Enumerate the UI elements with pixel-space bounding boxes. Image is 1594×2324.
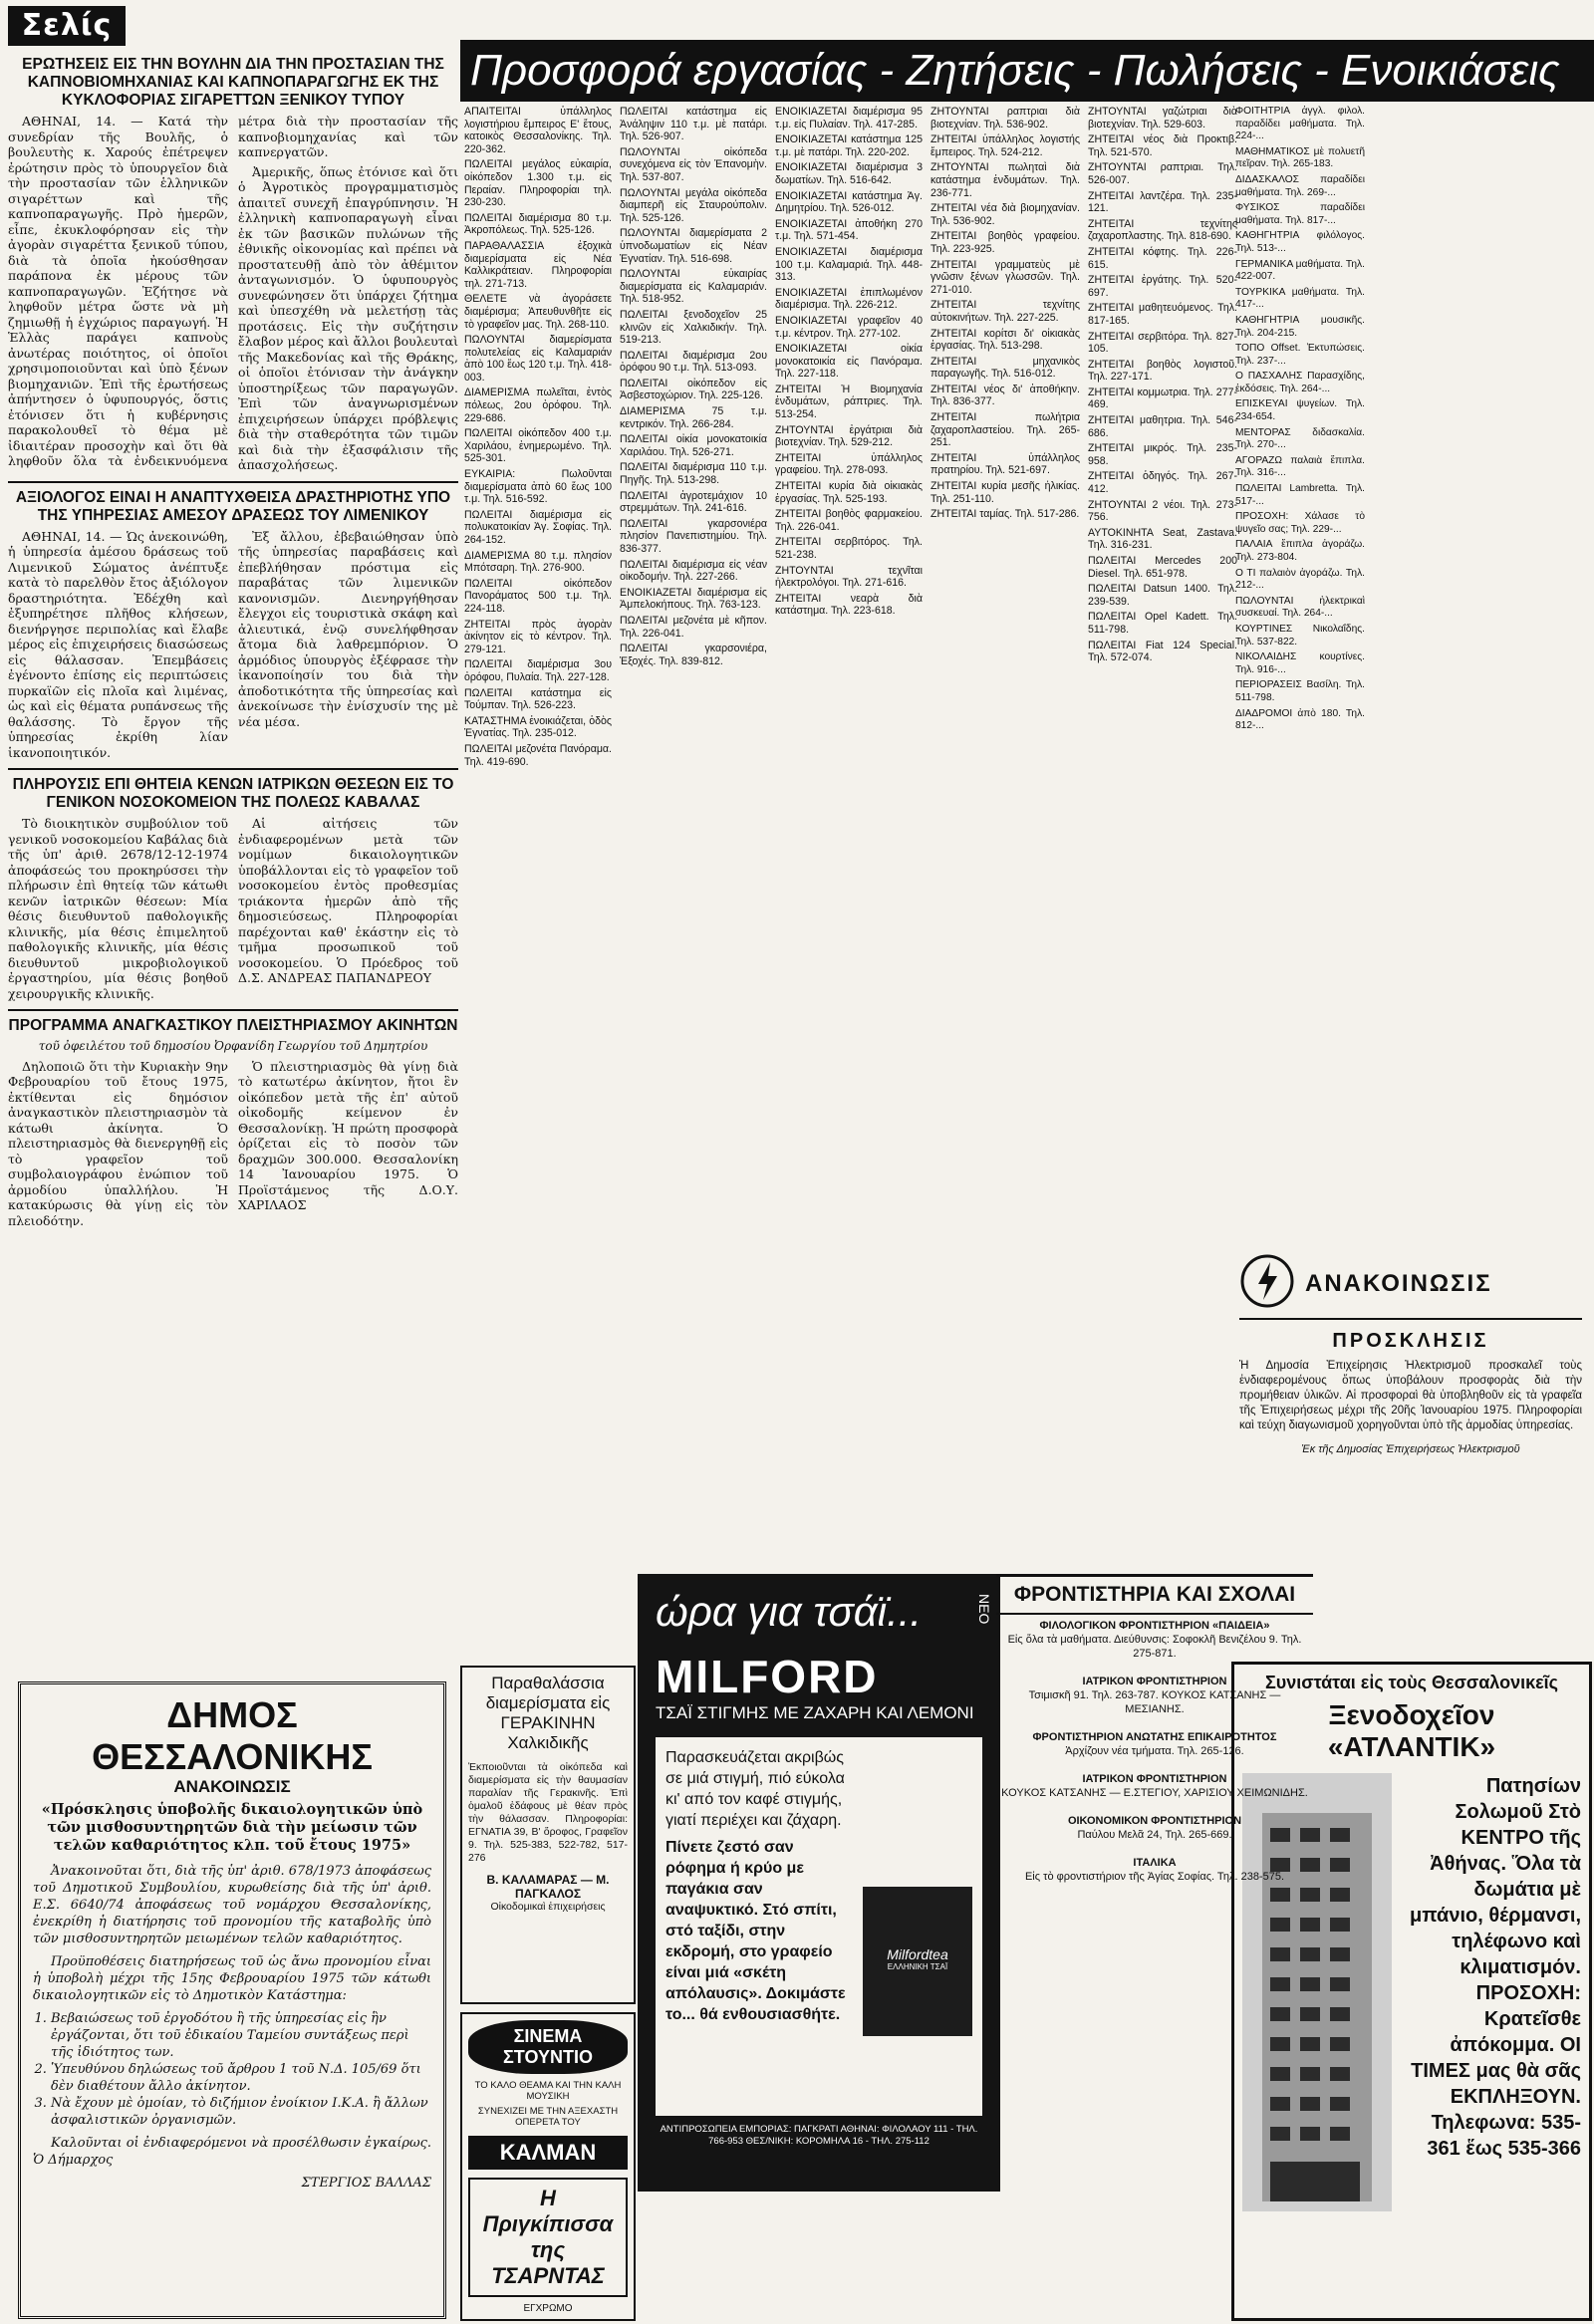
article-body: ΑΘΗΝΑΙ, 14. — Κατά τὴν συνεδρίαν τῆς Βουλῆς, ὁ βουλευτὴς κ. Χαρούς ἐπέτρεψεν ἐρώτησιν πρὸς τὸ ὑπουργεῖον διὰ τὴν προστασίαν τῶν ἑλληνικῶν σιγαρέττων καὶ τῆς καπνοπαραγωγῆς. Πρὸ ἡμερῶν, εἶπε, ἐκυκλοφόρησαν εἰς τὴν ἀγορὰν σιγαρέττα ξενικοῦ τύπου, διὰ τὰ ὁποῖα ἠκούσθησαν παράπονα ἐκ μέρους τῶν καπνοπαραγωγῶν. Ἐζήτησε νὰ ληφθοῦν μέτρα ὥστε νὰ μὴ ζημιωθῇ ἡ ἐγχώριος παραγωγή. Ἡ Ἑλλὰς παράγει καπνοὺς ἀνωτέρας ποιότητος, οἱ ὁποῖοι χρησιμοποιοῦνται καὶ ὑπὸ ξένων βιομηχανιῶν. Ἐπὶ τῆς ἐρωτήσεως ἀπήντησεν ὁ ὑφυπουργός, ὅστις ἐτόνισεν ὅτι ἡ κυβέρνησις παρακολουθεῖ τὸ θέμα μὲ ἰδιαιτέραν προσοχὴν καὶ ὅτι θὰ ληφθοῦν ὅλα τὰ ἐνδεικνυόμενα μέτρα διὰ τὴν προστασίαν τῆς καπνοβιομηχανίας καὶ τῶν καπνεργατῶν. Ἀμερικῆς, ὅπως ἐτόνισε καὶ ὅτι ὁ Ἀγροτικὸς προγραμματισμὸς ἀπαιτεῖ συνεχῆ ἐπαγρύπνησιν. Ἡ ἐλληνικὴ καπνοπαραγωγὴ εἶναι ἐκ τῶν βασικῶν πυλώνων τῆς ἐθνικῆς οἰκονομίας καὶ πρέπει νὰ προστατευθῇ ἀπὸ τὸν ἀθέμιτον ἀνταγωνισμόν. Ὁ ὑφυπουργὸς συνεφώνησεν ὅτι ὑπάρχει ζήτημα καὶ ὑπεσχέθη νὰ μελετήσῃ τὰς προτάσεις. Εἰς τὴν συζήτησιν ἔλαβον μέρος καὶ ἄλλοι βουλευταὶ τῆς Μακεδονίας καὶ τῆς Θράκης, οἱ ὁποῖοι ἐτόνισαν τὴν ἀνάγκην ὑποστηρίξεως τῶν παραγωγῶν. Ἐπὶ τῶν ἀναγνωρισμένων ἐπιχειρήσεων ὑπάρχει πρόβλεψις διὰ τὴν σταθερότητα τῶν τιμῶν καὶ διὰ τὴν ἐξασφάλισιν τῆς ἀπασχολήσεως. (8, 114, 458, 472)
classified-ad: ΖΗΤΕΙΤΑΙ ἐργάτης. Τηλ. 520-697. (1088, 274, 1237, 299)
classified-ad: ΖΗΤΕΙΤΑΙ πρὸς ἀγορὰν ἀκίνητον εἰς τὸ κέντρον. Τηλ. 279-121. (464, 618, 612, 655)
list-item: ΙΑΤΡΙΚΟΝ ΦΡΟΝΤΙΣΤΗΡΙΟΝ ΚΟΥΚΟΣ ΚΑΤΣΑΝΗΣ — Ε.ΣΤΕΓΙΟΥ, ΧΑΡΙΣΙΟΥ ΧΕΙΜΩΝΙΔΗΣ. (1001, 1773, 1308, 1799)
classified-ad: ΖΗΤΟΥΝΤΑΙ ραπτριαι διὰ βιοτεχνίαν. Τηλ. 536-902. (930, 106, 1080, 130)
article-title: ΠΛΗΡΟΥΣΙΣ ΕΠΙ ΘΗΤΕΙΑ ΚΕΝΩΝ ΙΑΤΡΙΚΩΝ ΘΕΣΕΩΝ ΕΙΣ ΤΟ ΓΕΝΙΚΟΝ ΝΟΣΟΚΟΜΕΙΟΝ ΤΗΣ ΠΟΛΕΩΣ ΚΑΒΑΛΑΣ (12, 776, 454, 811)
list-item: ΦΙΛΟΛΟΓΙΚΟΝ ΦΡΟΝΤΙΣΤΗΡΙΟΝ «ΠΑΙΔΕΙΑ» Εἰς ὅλα τὰ μαθήματα. Διεύθυνσις: Σοφοκλῆ Βενιζέλου 9. Τηλ. 275-871. (1007, 1620, 1302, 1660)
classified-ad: ΖΗΤΕΙΤΑΙ μικρός. Τηλ. 235-958. (1088, 442, 1237, 467)
frontistiria-section (996, 1574, 1313, 2322)
classified-ad: ΠΩΛΕΙΤΑΙ Opel Kadett. Τηλ. 511-798. (1088, 611, 1237, 636)
classified-ad: ΠΩΛΕΙΤΑΙ ἀγροτεμάχιον 10 στρεμμάτων. Τηλ. 241-616. (620, 489, 767, 515)
classified-ad: ΕΝΟΙΚΙΑΖΕΤΑΙ κατάστημα 125 τ.μ. μὲ πατάρι. Τηλ. 220-202. (775, 133, 923, 158)
classified-ad: ΖΗΤΕΙΤΑΙ πωλήτρια ζαχαροπλαστείου. Τηλ. 265-251. (930, 411, 1080, 449)
article-body: Δηλοποιῶ ὅτι τὴν Κυριακὴν 9ην Φεβρουαρίου τοῦ ἔτους 1975, ἐκτίθενται εἰς δημόσιον ἀναγκαστικὸν πλειστηριασμὸν τὰ κάτωθι ἀκίνητα. Ὁ πλειστηριασμὸς θὰ διενεργηθῇ εἰς τὸ γραφεῖον τοῦ συμβολαιογράφου ἐνώπιον τοῦ ἀρμοδίου ὑπαλλήλου. Ἡ κατακύρωσις θὰ γίνῃ εἰς τὸν πλειοδότην. Ὁ πλειστηριασμὸς θὰ γίνῃ διὰ τὸ κατωτέρω ἀκίνητον, ἤτοι ἓν οἰκόπεδον μετὰ τῆς ἐπ' αὐτοῦ οἰκοδομῆς κείμενον ἐν Θεσσαλονίκῃ. Ἡ πρώτη προσφορὰ ὁρίζεται εἰς τὸ ποσὸν τῶν δραχμῶν 300.000. Θεσσαλονίκη 14 Ἰανουαρίου 1975. Ὁ Προϊστάμενος τῆς Δ.Ο.Υ. ΧΑΡΙΛΑΟΣ (8, 1058, 458, 1228)
classified-ad: ΦΥΣΙΚΟΣ παραδίδει μαθήματα. Τηλ. 817-... (1235, 202, 1365, 226)
classified-ad: ΠΩΛΕΙΤΑΙ Fiat 124 Special. Τηλ. 572-074. (1088, 639, 1237, 664)
classified-ad: ΠΩΛΟΥΝΤΑΙ οἰκόπεδα συνεχόμενα εἰς τὸν Ἐπανομὴν. Τηλ. 537-807. (620, 145, 767, 183)
notice-body: Ἡ Δημοσία Ἐπιχείρησις Ἠλεκτρισμοῦ προσκαλεῖ τοὺς ἐνδιαφερομένους ὅπως ὑποβάλουν προσφορὰς διὰ τὴν προμήθειαν ὑλικῶν. Αἱ προσφοραὶ θὰ ὑποβληθοῦν εἰς τὰ γραφεῖα τῆς Ἐπιχειρήσεως μέχρι τῆς 20ῆς Ἰανουαρίου 1975. Πληροφορίαι καὶ τεύχη διαγωνισμοῦ χορηγοῦνται ὑπὸ τῆς ἁρμοδίας ὑπηρεσίας. (1239, 1360, 1582, 1431)
classified-ad: ΠΡΟΣΟΧΗ: Χάλασε τὸ ψυγεῖο σας; Τηλ. 229-... (1235, 511, 1365, 535)
hotel-body: Πατησίων Σολωμοῦ Στὸ ΚΕΝΤΡΟ τῆς Ἀθήνας. Ὅλα τὰ δωμάτια μὲ μπάνιο, θέρμανσι, τηλέφωνο καὶ κλιματισμόν. ΠΡΟΣΟΧΗ: Κρατεῖσθε ἀπόκομμα. ΟΙ ΤΙΜΕΣ μας θὰ σᾶς ΕΚΠΛΗΞΟΥΝ. Τηλεφωνα: 535-361 ἕως 535-366 (1410, 1775, 1581, 2160)
classified-ad: ΖΗΤΕΙΤΑΙ κυρία μεσῆς ἡλικίας. Τηλ. 251-110. (930, 480, 1080, 505)
classified-ad: ΖΗΤΕΙΤΑΙ μηχανικὸς παραγωγῆς. Τηλ. 516-012. (930, 355, 1080, 381)
classified-ad: ΠΩΛΕΙΤΑΙ κατάστημα εἰς Τούμπαν. Τηλ. 526-223. (464, 686, 612, 712)
classifieds-banner: Προσφορά εργασίας - Ζητήσεις - Πωλήσεις - Ενοικιάσεις (460, 40, 1594, 102)
classified-ad: ΑΥΤΟΚΙΝΗΤΑ Seat, Zastava. Τηλ. 316-231. (1088, 526, 1237, 552)
classified-ad: ΠΩΛΕΙΤΑΙ οἰκόπεδον Πανοράματος 500 τ.μ. Τηλ. 224-118. (464, 577, 612, 615)
classified-ad: ΖΗΤΕΙΤΑΙ ταμίας. Τηλ. 517-286. (930, 508, 1080, 521)
classified-ad: Ο ΠΑΣΧΑΛΗΣ Παρασχίδης, ἐκδόσεις. Τηλ. 264-... (1235, 371, 1365, 394)
classified-ad: ΕΝΟΙΚΙΑΖΕΤΑΙ ἐπιπλωμένον διαμέρισμα. Τηλ. 226-212. (775, 286, 923, 312)
classified-ad: ΖΗΤΕΙΤΑΙ τεχνίτης ζαχαροπλαστης. Τηλ. 818-690. (1088, 217, 1237, 243)
gerakini-title: Παραθαλάσσια διαμερίσματα εἰς ΓΕΡΑΚΙΝΗΝ Χαλκιδικῆς (485, 1674, 611, 1752)
classified-ad: ΠΩΛΕΙΤΑΙ διαμέρισμα 3ου ὀρόφου, Πυλαία. Τηλ. 227-128. (464, 658, 612, 683)
news-column (8, 50, 458, 1683)
classified-ad: ΠΩΛΕΙΤΑΙ Lambretta. Τηλ. 517-... (1235, 483, 1365, 507)
article-title: ΕΡΩΤΗΣΕΙΣ ΕΙΣ ΤΗΝ ΒΟΥΛΗΝ ΔΙΑ ΤΗΝ ΠΡΟΣΤΑΣΙΑΝ ΤΗΣ ΚΑΠΝΟΒΙΟΜΗΧΑΝΙΑΣ ΚΑΙ ΚΑΠΝΟΠΑΡΑΓΩΓΗΣ ΕΚ ΤΗΣ ΚΥΚΛΟΦΟΡΙΑΣ ΣΙΓΑΡΕΤΤΩΝ ΞΕΝΙΚΟΥ ΤΥΠΟΥ (22, 56, 444, 109)
milford-pack-sub: ΕΛΛΗΝΙΚΗ ΤΣΑΪ (887, 1962, 948, 1971)
milford-footer: ΑΝΤΙΠΡΟΣΩΠΕΙΑ ΕΜΠΟΡΙΑΣ: ΠΑΓΚΡΑΤΙ ΑΘΗΝΑΙ: ΦΙΛΟΛΑΟΥ 111 - ΤΗΛ. 766-953 ΘΕΣ/ΝΙΚΗ: ΚΟΡΟΜΗΛΑ 16 - ΤΗΛ. 275-112 (660, 2124, 978, 2147)
classified-ad: ΖΗΤΕΙΤΑΙ κυρία διὰ οἰκιακὰς ἐργασίας. Τηλ. 525-193. (775, 480, 923, 505)
classified-ad: ΖΗΤΕΙΤΑΙ ὑπάλληλος λογιστής ἔμπειρος. Τηλ. 524-212. (930, 133, 1080, 158)
classified-ad: ΔΙΑΜΕΡΙΣΜΑ 75 τ.μ. κεντρικόν. Τηλ. 266-284. (620, 405, 767, 430)
classified-ad: ΖΗΤΕΙΤΑΙ βοηθὸς λογιστοῦ. Τηλ. 227-171. (1088, 358, 1237, 384)
article-auction (8, 1017, 458, 1228)
divider (8, 481, 458, 483)
milford-headline: ώρα για τσάϊ... (656, 1588, 923, 1635)
classified-ad: ΕΝΟΙΚΙΑΖΕΤΑΙ γραφεῖον 40 τ.μ. κέντρον. Τηλ. 277-102. (775, 314, 923, 340)
classified-ad: ΔΙΑΜΕΡΙΣΜΑ 80 τ.μ. πλησίον Μπότσαρη. Τηλ. 276-900. (464, 549, 612, 575)
classified-ad: ΠΩΛΕΙΤΑΙ ξενοδοχεῖον 25 κλινῶν εἰς Χαλκιδικήν. Τηλ. 519-213. (620, 308, 767, 347)
cinema-tag: ΤΟ ΚΑΛΟ ΘΕΑΜΑ ΚΑΙ ΤΗΝ ΚΑΛΗ ΜΟΥΣΙΚΗ (474, 2080, 622, 2102)
classified-ad: ΖΗΤΕΙΤΑΙ Ἡ Βιομηχανία ἐνδυμάτων, ράπτριες. Τηλ. 513-254. (775, 383, 923, 421)
classified-ad: ΖΗΤΟΥΝΤΑΙ γαζώτριαι διὰ βιοτεχνίαν. Τηλ. 529-603. (1088, 106, 1237, 130)
milford-brand: MILFORD (656, 1651, 879, 1702)
classified-ad: ΑΠΑΙΤΕΙΤΑΙ ὑπάλληλος λογιστήριου ἔμπειρος Ε' ἔτους, κατοικὸς Θεσσαλονίκης. Τηλ. 220-362. (464, 106, 612, 155)
classified-ad: ΖΗΤΕΙΤΑΙ βοηθὸς γραφείου. Τηλ. 223-925. (930, 230, 1080, 255)
classified-ad: ΕΝΟΙΚΙΑΖΕΤΑΙ ἀποθήκη 270 τ.μ. Τηλ. 571-454. (775, 217, 923, 243)
classified-ad: ΠΩΛΕΙΤΑΙ Datsun 1400. Τηλ. 239-539. (1088, 583, 1237, 608)
milford-body-2: Πίνετε ζεστό σαν ρόφημα ή κρύο με παγάκια σαν αναψυκτικό. Στό σπίτι, στό ταξίδι, στην εκδρομή, στο γραφείο είναι μιά «σκέτη απόλαυσις». Δοκιμάστε το... θά ενθουσιασθήτε. (665, 1839, 846, 2023)
classified-ad: ΑΓΟΡΑΖΩ παλαιὰ ἔπιπλα. Τηλ. 316-... (1235, 454, 1365, 479)
cinema-tag: ΣΥΝΕΧΙΖΕΙ ΜΕ ΤΗΝ ΑΞΕΧΑΣΤΗ ΟΠΕΡΕΤΑ ΤΟΥ (477, 2106, 619, 2128)
cinema-composer: ΚΑΛΜΑΝ (468, 2136, 628, 2170)
classified-ad: ΔΙΑΔΡΟΜΟΙ ἀπὸ 180. Τηλ. 812-... (1235, 707, 1365, 732)
list-item: 1. Βεβαιώσεως τοῦ ἐργοδότου ἢ τῆς ὑπηρεσίας εἰς ἣν ἐργάζονται, ὅτι τοῦ ἐδικαίου Ταμείου συντάξεως περὶ τῆς ἰδιότητος των. (51, 2010, 431, 2061)
classified-ad: ΠΩΛΕΙΤΑΙ γκαρσονιέρα, Ἐξοχές. Τηλ. 839-812. (620, 643, 767, 667)
classified-ad: ΤΟΥΡΚΙΚΑ μαθήματα. Τηλ. 417-... (1235, 286, 1365, 311)
classified-ad: ΜΕΝΤΟΡΑΣ διδασκαλία. Τηλ. 270-... (1235, 426, 1365, 451)
classified-ad: ΕΠΙΣΚΕΥΑΙ ψυγείων. Τηλ. 234-654. (1235, 398, 1365, 423)
deh-logo-icon (1239, 1253, 1295, 1314)
classified-ad: ΕΥΚΑΙΡΙΑ: Πωλοῦνται διαμερίσματα ἀπὸ 60 ἕως 100 τ.μ. Τηλ. 516-592. (464, 468, 612, 506)
classified-ad: ΠΩΛΕΙΤΑΙ διαμέρισμα εἰς νέαν οἰκοδομήν. Τηλ. 227-266. (620, 558, 767, 584)
classified-ad: ΠΩΛΕΙΤΑΙ Mercedes 200 Diesel. Τηλ. 651-978. (1088, 555, 1237, 580)
article-hospital (8, 776, 458, 1001)
classified-ad: ΕΝΟΙΚΙΑΖΕΤΑΙ διαμέρισμα 95 τ.μ. εἰς Πυλαίαν. Τηλ. 417-285. (775, 106, 923, 130)
notice-footer: Ἐκ τῆς Δημοσίας Ἐπιχειρήσεως Ἠλεκτρισμοῦ (1301, 1443, 1520, 1455)
classified-ad: ΘΕΛΕΤΕ νὰ ἀγοράσετε διαμέρισμα; Ἀπευθυνθῆτε εἰς τὸ γραφεῖον μας. Τηλ. 268-110. (464, 293, 612, 331)
classified-ad: ΖΗΤΕΙΤΑΙ κομμωτρια. Τηλ. 277-469. (1088, 386, 1237, 411)
classifieds-column-4 (930, 106, 1080, 1460)
notice-subtitle: ΠΡΟΣΚΛΗΣΙΣ (1332, 1330, 1489, 1352)
page-tag: Σελίς (8, 6, 126, 46)
classified-ad: ΠΩΛΕΙΤΑΙ μεγάλος εὐκαιρία, οἰκόπεδον 1.300 τ.μ. εἰς Περαίαν. Πληροφορίαι τηλ. 230-230. (464, 158, 612, 209)
classified-ad: ΠΩΛΕΙΤΑΙ μεζονέτα μὲ κῆπον. Τηλ. 226-041. (620, 614, 767, 640)
article-body: ΑΘΗΝΑΙ, 14. — Ὡς ἀνεκοινώθη, ἡ ὑπηρεσία ἀμέσου δράσεως τοῦ Λιμενικοῦ Σώματος ἀνέπτυξε κατὰ τὸ παρελθὸν ἔτος ἀξιόλογον δραστηριότητα. Ἐδέχθη καὶ ἐξυπηρέτησε πλῆθος κλήσεων, διενήργησε περιπολίας καὶ ἔλαβε μέρος εἰς ἐπιχειρήσεις διασώσεως εἰς θάλασσαν. Ἐπεμβάσεις ἐγένοντο ἐπίσης εἰς περιπτώσεις πυρκαϊῶν εἰς πλοῖα καὶ λιμένας, ὡς καὶ εἰς θέματα ρυπάνσεως τῆς θαλάσσης. Τὸ ἔργον τῆς ὑπηρεσίας ἐκρίθη λίαν ἱκανοποιητικόν. Ἐξ ἄλλου, ἐβεβαιώθησαν ὑπὸ τῆς ὑπηρεσίας παραβάσεις καὶ ἐπεβλήθησαν πρόστιμα εἰς παραβάτας τῶν λιμενικῶν κανονισμῶν. Διενηργήθησαν ἔλεγχοι εἰς τουριστικὰ σκάφη καὶ ἀλιευτικά, ἐνῷ συνελήφθησαν ἄτομα διὰ λαθρεμπόριον. Ὁ ἀρμόδιος ὑπουργὸς ἐξέφρασε τὴν ἱκανοποίησίν του διὰ τὴν ἀποδοτικότητα τῆς ὑπηρεσίας καὶ ἀνεκοίνωσε τὴν ἐνίσχυσίν της μὲ νέα μέσα. (8, 528, 458, 760)
list-item: ΟΙΚΟΝΟΜΙΚΟΝ ΦΡΟΝΤΙΣΤΗΡΙΟΝ Παύλου Μελᾶ 24, Τηλ. 265-669. (1067, 1815, 1242, 1841)
gerakini-footer: Β. ΚΑΛΑΜΑΡΑΣ — Μ. ΠΑΓΚΑΛΟΣ (486, 1873, 610, 1901)
article-body: Τὸ διοικητικὸν συμβούλιον τοῦ γενικοῦ νοσοκομείου Καβάλας διὰ τῆς ὑπ' ἀριθ. 2678/12-12-1974 ἀποφάσεώς του προκηρύσσει τὴν πλήρωσιν ἐπὶ θητείᾳ τῶν κάτωθι κενῶν ἰατρικῶν θέσεων: Μία θέσις διευθυντοῦ παθολογικῆς κλινικῆς, μία θέσις ἐπιμελητοῦ παθολογικῆς κλινικῆς, μία θέσις διευθυντοῦ μικροβιολογικοῦ ἐργαστηρίου, μία θέσις βοηθοῦ χειρουργικῆς κλινικῆς. Αἱ αἰτήσεις τῶν ἐνδιαφερομένων μετὰ τῶν νομίμων δικαιολογητικῶν ὑποβάλλονται εἰς τὸ γραφεῖον τοῦ νοσοκομείου ἐντὸς προθεσμίας τριάκοντα ἡμερῶν ἀπὸ τῆς δημοσιεύσεως. Πληροφορίαι παρέχονται καθ' ἑκάστην εἰς τὸ τμῆμα προσωπικοῦ τοῦ νοσοκομείου. Ὁ Πρόεδρος τοῦ Δ.Σ. ΑΝΔΡΕΑΣ ΠΑΠΑΝΔΡΕΟΥ (8, 816, 458, 1001)
notice-signature: ΣΤΕΡΓΙΟΣ ΒΑΛΛΑΣ (301, 2176, 431, 2191)
notice-heading: «Πρόσκλησις ὑποβολῆς δικαιολογητικῶν ὑπὸ τῶν μισθοσυντηρητῶν διὰ τὴν μείωσιν τῶν τελῶν καθαριότητος κλπ. τοῦ ἔτους 1975» (41, 1801, 423, 1854)
article-subtitle: τοῦ ὀφειλέτου τοῦ δημοσίου Ὀρφανίδη Γεωργίου τοῦ Δημητρίου (38, 1039, 428, 1053)
hotel-lead: Συνιστάται εἰς τοὺς Θεσσαλονικεῖς (1264, 1673, 1559, 1692)
classifieds-column-6 (1235, 106, 1365, 1281)
classified-ad: ΚΑΘΗΓΗΤΡΙΑ φιλόλογος. Τηλ. 513-... (1235, 230, 1365, 254)
classified-ad: ΠΩΛΕΙΤΑΙ διαμέρισμα 110 τ.μ. Πηγῆς. Τηλ. 513-298. (620, 461, 767, 487)
classifieds-column-2 (620, 106, 767, 1600)
classified-ad: ΕΝΟΙΚΙΑΖΕΤΑΙ κατάστημα Ἀγ. Δημητρίου. Τηλ. 526-012. (775, 189, 923, 215)
cinema-note: ΕΓΧΡΩΜΟ (523, 2303, 573, 2314)
classified-ad: ΖΗΤΟΥΝΤΑΙ τεχνῖται ἠλεκτρολόγοι. Τηλ. 271-616. (775, 564, 923, 590)
classified-ad: ΖΗΤΕΙΤΑΙ ὑπάλληλος πρατηρίου. Τηλ. 521-697. (930, 451, 1080, 477)
cinema-brand: ΣΙΝΕΜΑ ΣΤΟΥΝΤΙΟ (468, 2020, 628, 2074)
article-title: ΠΡΟΓΡΑΜΜΑ ΑΝΑΓΚΑΣΤΙΚΟΥ ΠΛΕΙΣΤΗΡΙΑΣΜΟΥ ΑΚΙΝΗΤΩΝ (8, 1017, 458, 1034)
milford-tagline: ΤΣΑΪ ΣΤΙΓΜΗΣ ΜΕ ΖΑΧΑΡΗ ΚΑΙ ΛΕΜΟΝΙ (656, 1703, 974, 1722)
classified-ad: ΖΗΤΕΙΤΑΙ τεχνίτης αὐτοκινήτων. Τηλ. 227-225. (930, 299, 1080, 324)
article-coastguard (8, 489, 458, 761)
notice-paragraph: Καλοῦνται οἱ ἐνδιαφερόμενοι νὰ προσέλθωσιν ἐγκαίρως. Ὁ Δήμαρχος (33, 2136, 431, 2168)
milford-body: Παρασκευάζεται ακριβώς σε μιά στιγμή, πιό εύκολα κι' από τον καφέ στιγμής, γιατί περιέχει και ζάχαρη. (665, 1749, 845, 1829)
classified-ad: ΖΗΤΕΙΤΑΙ νέος διὰ Προκτιβ. Τηλ. 521-570. (1088, 133, 1237, 158)
gerakini-note: Οἰκοδομικαὶ ἐπιχειρήσεις (490, 1901, 606, 1913)
classified-ad: ΔΙΔΑΣΚΑΛΟΣ παραδίδει μαθήματα. Τηλ. 269-... (1235, 173, 1365, 198)
classified-ad: ΠΩΛΟΥΝΤΑΙ μεγάλα οἰκόπεδα διαμπερῆ εἰς Σταυρούπολιν. Τηλ. 525-126. (620, 186, 767, 224)
classified-ad: ΠΩΛΕΙΤΑΙ οἰκία μονοκατοικία Χαριλάου. Τηλ. 526-271. (620, 433, 767, 458)
classified-ad: ΠΩΛΕΙΤΑΙ μεζονέτα Πανόραμα. Τηλ. 419-690. (464, 742, 612, 768)
classified-ad: ΠΕΡΙΟΡΑΣΕΙΣ Βασίλη. Τηλ. 511-798. (1235, 679, 1365, 703)
classified-ad: ΖΗΤΕΙΤΑΙ μαθητρια. Τηλ. 546-686. (1088, 414, 1237, 439)
notice-title: ΔΗΜΟΣ ΘΕΣΣΑΛΟΝΙΚΗΣ (92, 1694, 373, 1777)
classified-ad: ΖΗΤΕΙΤΑΙ σερβιτόρα. Τηλ. 827-105. (1088, 330, 1237, 356)
classified-ad: ΔΙΑΜΕΡΙΣΜΑ πωλεῖται, ἐντὸς πόλεως, 2ου ὀρόφου. Τηλ. 229-686. (464, 387, 612, 424)
classified-ad: ΖΗΤΟΥΝΤΑΙ 2 νέοι. Τηλ. 273-756. (1088, 498, 1237, 524)
classified-ad: Ο ΤΙ παλαιὸν ἀγοράζω. Τηλ. 212-... (1235, 567, 1365, 592)
classified-ad: ΜΑΘΗΜΑΤΙΚΟΣ μὲ πολυετῆ πεῖραν. Τηλ. 265-183. (1235, 145, 1365, 170)
notice-paragraph: Ἀνακοινοῦται ὅτι, διὰ τῆς ὑπ' ἀριθ. 678/1973 ἀποφάσεως τοῦ Δημοτικοῦ Συμβουλίου, κυρωθείσης διὰ τῆς ὑπ' ἀριθ. Ε.Σ. 6640/74 ἀποφάσεως τοῦ νομάρχου Θεσσαλονίκης, ἐνεκρίθη ἡ διατήρησις τοῦ προνομίου τῆς καταβολῆς ὑπὸ τῶν μισθοσυντηρητῶν μειωμένων τελῶν καθαριότητος. (33, 1864, 431, 1946)
hotel-name: Ξενοδοχεῖον «ΑΤΛΑΝΤΙΚ» (1327, 1699, 1496, 1762)
classified-ad: ΠΑΛΑΙΑ ἔπιπλα ἀγοράζω. Τηλ. 273-804. (1235, 539, 1365, 563)
classified-ad: ΠΑΡΑΘΑΛΑΣΣΙΑ ἐξοχικὰ διαμερίσματα εἰς Νέα Καλλικράτειαν. Πληροφορίαι τηλ. 271-713. (464, 239, 612, 290)
cinema-title: Η Πριγκίπισσα της ΤΣΑΡΝΤΑΣ (468, 2178, 628, 2297)
milford-side-label: ΝΕΟ (976, 1594, 992, 1625)
classified-ad: ΠΩΛΟΥΝΤΑΙ διαμερίσματα πολυτελείας εἰς Καλαμαριάν ἀπὸ 100 ἕως 120 τ.μ. Τηλ. 418-003. (464, 334, 612, 384)
section-title: ΦΡΟΝΤΙΣΤΗΡΙΑ ΚΑΙ ΣΧΟΛΑΙ (996, 1577, 1313, 1615)
notice-list (51, 2010, 431, 2129)
classified-ad: ΖΗΤΕΙΤΑΙ ὑπάλληλος γραφείου. Τηλ. 278-093. (775, 451, 923, 477)
classified-ad: ΖΗΤΕΙΤΑΙ σερβιτόρος. Τηλ. 521-238. (775, 536, 923, 561)
classified-ad: ΠΩΛΕΙΤΑΙ οἰκόπεδον 400 τ.μ. Χαριλάου, ἐνημερωμένο. Τηλ. 525-301. (464, 427, 612, 465)
list-item: ΙΤΑΛΙΚΑ Εἰς τὸ φροντιστήριον τῆς Ἀγίας Σοφίας. Τηλ. 238-575. (1024, 1857, 1285, 1883)
classified-ad: ΠΩΛΕΙΤΑΙ κατάστημα εἰς Ἀνάληψιν 110 τ.μ. μὲ πατάρι. Τηλ. 526-907. (620, 106, 767, 143)
gerakini-body: Ἐκποιοῦνται τὰ οἰκόπεδα καὶ διαμερίσματα εἰς τὴν θαυμασίαν παραλίαν τῆς Γερακινῆς. Ἐπὶ ὁμαλοῦ ἐδάφους μὲ θέαν πρὸς τὴν θάλασσαν. Πληροφορίαι: ΕΓΝΑΤΙΑ 39, Β' ὄροφος, Γραφεῖον 9. Τηλ. 525-383, 522-782, 517-276 (468, 1761, 628, 1864)
classified-ad: ΖΗΤΟΥΝΤΑΙ πωληταὶ διὰ κατάστημα ἐνδυμάτων. Τηλ. 236-771. (930, 161, 1080, 199)
classifieds-column-1 (464, 106, 612, 1600)
divider (8, 1009, 458, 1011)
classified-ad: ΕΝΟΙΚΙΑΖΕΤΑΙ διαμέρισμα 3 δωματίων. Τηλ. 516-642. (775, 161, 923, 186)
classified-ad: ΠΩΛΕΙΤΑΙ γκαρσονιέρα πλησίον Πανεπιστημίου. Τηλ. 836-377. (620, 517, 767, 555)
classified-ad: ΖΗΤΕΙΤΑΙ γραμματεὺς μὲ γνῶσιν ξένων γλωσσῶν. Τηλ. 271-010. (930, 258, 1080, 296)
list-item: 2. Ὑπευθύνου δηλώσεως τοῦ ἄρθρου 1 τοῦ Ν.Δ. 105/69 ὅτι δὲν διαθέτουν ἄλλο ἀκίνητον. (51, 2061, 431, 2095)
notice-subtitle: ΑΝΑΚΟΙΝΩΣΙΣ (173, 1777, 291, 1796)
classified-ad: ΖΗΤΟΥΝΤΑΙ ἐργάτριαι διὰ βιοτεχνίαν. Τηλ. 529-212. (775, 423, 923, 449)
article-title: ΑΞΙΟΛΟΓΟΣ ΕΙΝΑΙ Η ΑΝΑΠΤΥΧΘΕΙΣΑ ΔΡΑΣΤΗΡΙΟΤΗΣ ΥΠΟ ΤΗΣ ΥΠΗΡΕΣΙΑΣ ΑΜΕΣΟΥ ΔΡΑΣΕΩΣ ΤΟΥ ΛΙΜΕΝΙΚΟΥ (15, 488, 451, 524)
classifieds-column-3 (775, 106, 923, 1540)
list-item: ΦΡΟΝΤΙΣΤΗΡΙΟΝ ΑΝΩΤΑΤΗΣ ΕΠΙΚΑΙΡΟΤΗΤΟΣ Ἀρχίζουν νέα τμήματα. Τηλ. 265-126. (1032, 1731, 1277, 1757)
classified-ad: ΚΑΘΗΓΗΤΡΙΑ μουσικῆς. Τηλ. 204-215. (1235, 314, 1365, 339)
gerakini-ad (460, 1666, 636, 2004)
classified-ad: ΖΗΤΕΙΤΑΙ ὁδηγός. Τηλ. 267-412. (1088, 470, 1237, 496)
classified-ad: ΠΩΛΟΥΝΤΑΙ εὐκαιρίας διαμερίσματα εἰς Καλαμαριάν. Τηλ. 518-952. (620, 268, 767, 306)
classified-ad: ΖΗΤΟΥΝΤΑΙ ραπτριαι. Τηλ. 526-007. (1088, 161, 1237, 186)
classified-ad: ΝΙΚΟΛΑΙΔΗΣ κουρτίνες. Τηλ. 916-... (1235, 651, 1365, 675)
classified-ad: ΖΗΤΕΙΤΑΙ νέος δι' ἀποθήκην. Τηλ. 836-377. (930, 383, 1080, 408)
classified-ad: ΓΕΡΜΑΝΙΚΑ μαθήματα. Τηλ. 422-007. (1235, 258, 1365, 283)
milford-pack-brand: Milfordtea (887, 1946, 948, 1962)
notice-paragraph: Προϋποθέσεις διατηρήσεως τοῦ ὡς ἄνω προνομίου εἶναι ἡ ὑποβολὴ μέχρι τῆς 15ης Φεβρουαρίου 1975 τῶν κάτωθι δικαιολογητικῶν εἰς τὸ Δημοτικὸν Κατάστημα: (33, 1954, 431, 2003)
list-item: ΙΑΤΡΙΚΟΝ ΦΡΟΝΤΙΣΤΗΡΙΟΝ Τσιμισκῆ 91. Τηλ. 263-787. ΚΟΥΚΟΣ ΚΑΤΣΑΝΗΣ — ΜΕΣΙΑΝΗΣ. (1028, 1676, 1281, 1715)
classified-ad: ΕΝΟΙΚΙΑΖΕΤΑΙ οἰκία μονοκατοικία εἰς Πανόραμα. Τηλ. 227-118. (775, 343, 923, 381)
list-item: 3. Νὰ ἔχουν μὲ ὁμοίαν, τὸ διζήμιον ἐνοίκιον Ι.Κ.Α. ἢ ἄλλων ἀσφαλιστικῶν ὀργανισμῶν. (51, 2095, 431, 2129)
notice-title: ΑΝΑΚΟΙΝΩΣΙΣ (1305, 1269, 1492, 1297)
classified-ad: ΠΩΛΕΙΤΑΙ διαμέρισμα εἰς πολυκατοικίαν Ἀγ. Σοφίας. Τηλ. 264-152. (464, 508, 612, 546)
classified-ad: ΖΗΤΕΙΤΑΙ λαντζέρα. Τηλ. 235-121. (1088, 189, 1237, 215)
classified-ad: ΕΝΟΙΚΙΑΖΕΤΑΙ διαμέρισμα εἰς Ἀμπελοκήπους. Τηλ. 763-123. (620, 586, 767, 612)
classifieds-column-5 (1088, 106, 1237, 1470)
milford-ad (638, 1574, 1000, 2192)
milford-body-box (656, 1737, 982, 2116)
classified-ad: ΠΩΛΕΙΤΑΙ διαμέρισμα 80 τ.μ. Ἀκροπόλεως. Τηλ. 525-126. (464, 211, 612, 237)
classified-ad: ΖΗΤΕΙΤΑΙ βοηθὸς φαρμακείου. Τηλ. 226-041. (775, 508, 923, 533)
classified-ad: ΕΝΟΙΚΙΑΖΕΤΑΙ διαμέρισμα 100 τ.μ. Καλαμαριά. Τηλ. 448-313. (775, 245, 923, 284)
classified-ad: ΠΩΛΕΙΤΑΙ οἰκόπεδον εἰς Ἀσβεστοχώριον. Τηλ. 225-126. (620, 377, 767, 402)
article-tobacco (8, 56, 458, 473)
classified-ad: ΤΟΠΟ Offset. Ἐκτυπώσεις. Τηλ. 237-... (1235, 343, 1365, 367)
milford-pack-image (863, 1887, 972, 2036)
classified-ad: ΠΩΛΟΥΝΤΑΙ ἠλεκτρικαὶ συσκευαί. Τηλ. 264-... (1235, 595, 1365, 620)
classified-ad: ΠΩΛΟΥΝΤΑΙ διαμερίσματα 2 ὑπνοδωματίων εἰς Νέαν Ἐγνατίαν. Τηλ. 516-698. (620, 227, 767, 265)
classified-ad: ΖΗΤΕΙΤΑΙ κορίτσι δι' οἰκιακὰς ἐργασίας. Τηλ. 513-298. (930, 327, 1080, 353)
municipality-notice (18, 1681, 446, 2319)
cinema-ad (460, 2012, 636, 2321)
classified-ad: ΖΗΤΕΙΤΑΙ μαθητευόμενος. Τηλ. 817-165. (1088, 302, 1237, 327)
classified-ad: ΚΑΤΑΣΤΗΜΑ ἐνοικιάζεται, ὁδὸς Ἐγνατίας. Τηλ. 235-012. (464, 714, 612, 740)
divider (8, 768, 458, 770)
classified-ad: ΖΗΤΕΙΤΑΙ κόφτης. Τηλ. 226-615. (1088, 245, 1237, 271)
classified-ad: ΚΟΥΡΤΙΝΕΣ Νικολαΐδης. Τηλ. 537-822. (1235, 623, 1365, 647)
classified-ad: ΦΟΙΤΗΤΡΙΑ ἀγγλ. φιλολ. παραδίδει μαθήματα. Τηλ. 224-... (1235, 106, 1365, 142)
classified-ad: ΖΗΤΕΙΤΑΙ νέα διὰ βιομηχανίαν. Τηλ. 536-902. (930, 202, 1080, 227)
classified-ad: ΖΗΤΕΙΤΑΙ νεαρὰ διὰ κατάστημα. Τηλ. 223-618. (775, 592, 923, 618)
classified-ad: ΠΩΛΕΙΤΑΙ διαμέρισμα 2ου ὀρόφου 90 τ.μ. Τηλ. 513-093. (620, 349, 767, 375)
